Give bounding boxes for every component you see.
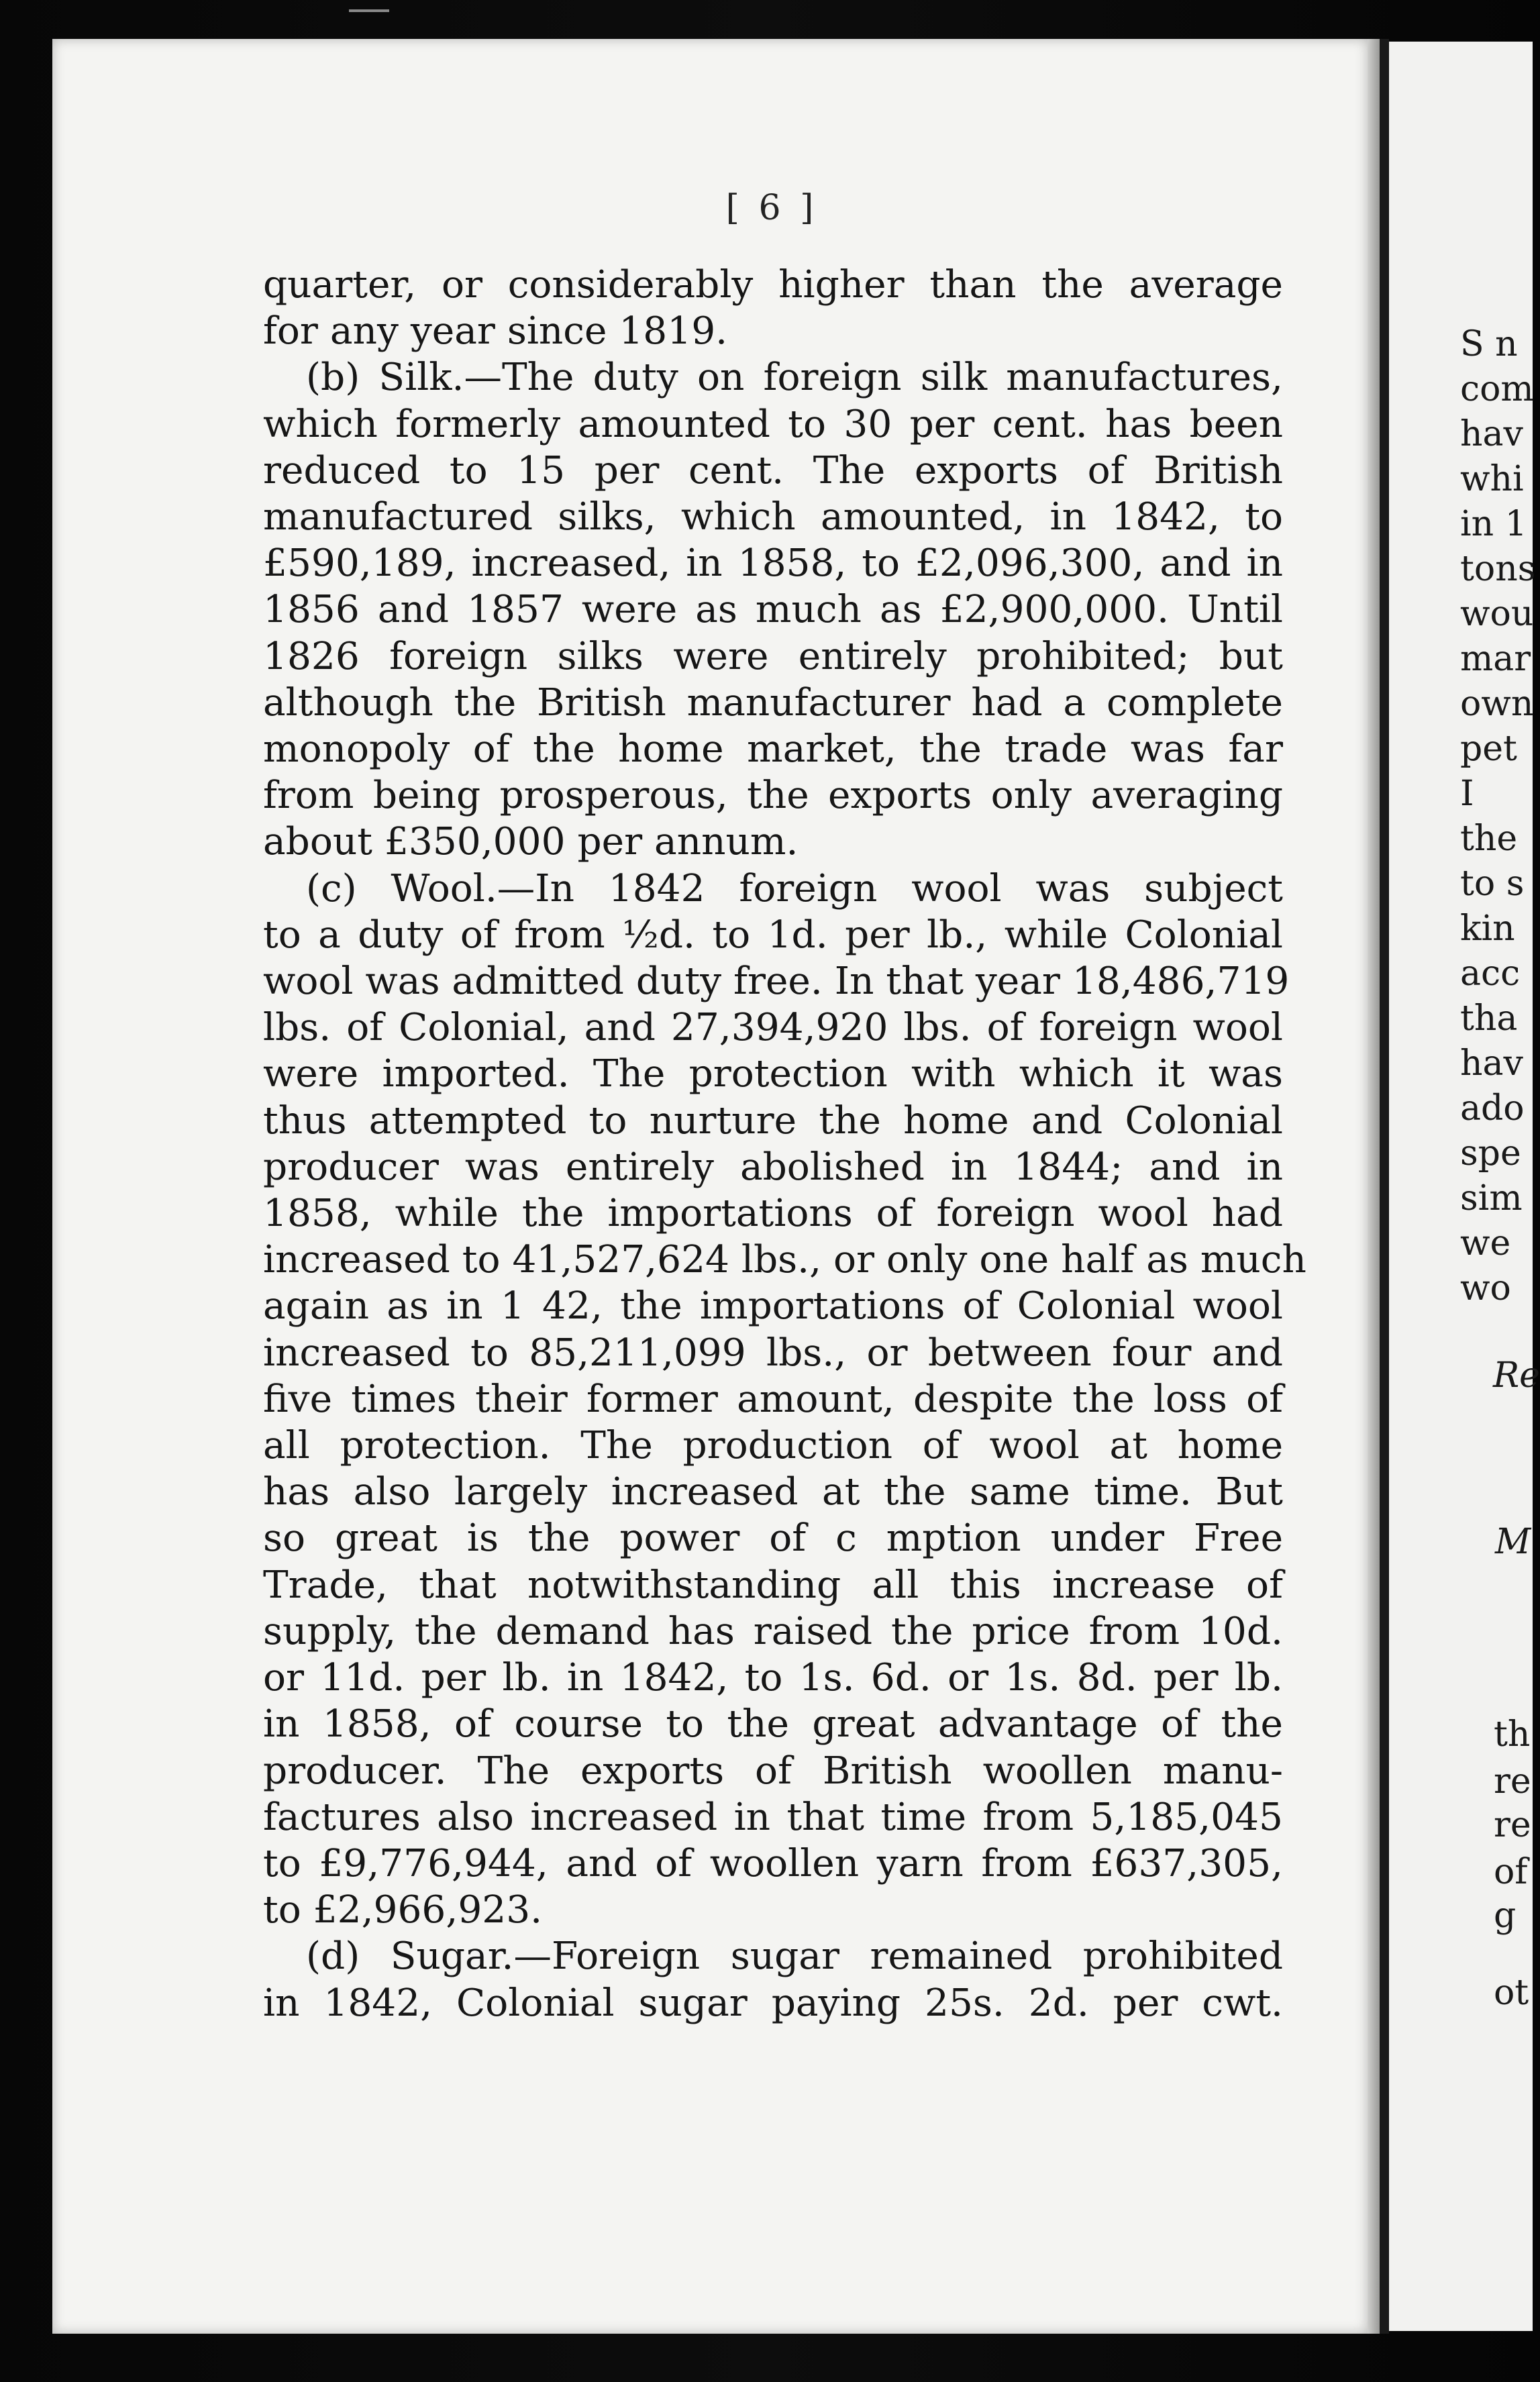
text-line: in 1858, of course to the great advantage of the <box>263 1702 1283 1747</box>
facing-line: in 1 <box>1460 504 1527 544</box>
text-line: in 1842, Colonial sugar paying 25s. 2d. per cwt. <box>263 1981 1283 2025</box>
text-line: for any year since 1819. <box>263 309 728 354</box>
text-line: monopoly of the home market, the trade was far <box>263 727 1283 772</box>
body-text <box>263 262 1306 2026</box>
facing-line: spe <box>1460 1133 1521 1174</box>
facing-line: whi <box>1460 459 1524 499</box>
facing-line: I <box>1460 774 1474 814</box>
text-line: to £9,776,944, and of woollen yarn from £637,305, <box>263 1841 1283 1885</box>
book-spine <box>1380 39 1389 2334</box>
facing-line: pet <box>1460 729 1517 769</box>
text-line: or 11d. per lb. in 1842, to 1s. 6d. or 1s. 8d. per lb. <box>263 1656 1283 1700</box>
text-line: from being prosperous, the exports only averaging <box>263 774 1283 818</box>
facing-line: tons <box>1460 549 1536 589</box>
text-line: to £2,966,923. <box>263 1888 543 1932</box>
text-line: all protection. The production of wool at home <box>263 1424 1283 1468</box>
facing-line: wou <box>1460 594 1534 634</box>
facing-line: hav <box>1460 414 1523 454</box>
text-line: (d) Sugar.—Foreign sugar remained prohibited <box>306 1934 1283 1979</box>
text-line: Trade, that notwithstanding all this increase of <box>263 1563 1283 1607</box>
text-line: to a duty of from ½d. to 1d. per lb., while Colonial <box>263 913 1283 957</box>
text-line: producer. The exports of British woollen manu- <box>263 1749 1283 1793</box>
scan-artifact <box>349 9 389 12</box>
facing-line: hav <box>1460 1043 1523 1084</box>
facing-line: ado <box>1460 1088 1525 1129</box>
text-line: increased to 41,527,624 lbs., or only one half as much <box>263 1238 1306 1282</box>
text-line: 1858, while the importations of foreign wool had <box>263 1192 1283 1236</box>
text-line: although the British manufacturer had a complete <box>263 680 1283 725</box>
text-line: quarter, or considerably higher than the average <box>263 263 1283 307</box>
text-line: (b) Silk.—The duty on foreign silk manufactures, <box>306 356 1283 400</box>
text-line: about £350,000 per annum. <box>263 820 799 864</box>
text-line: five times their former amount, despite the loss of <box>263 1377 1283 1421</box>
text-line: thus attempted to nurture the home and Colonial <box>263 1098 1283 1143</box>
facing-page-text <box>1460 322 1536 1311</box>
facing-italic-fragment: Re <box>1493 1355 1540 1396</box>
facing-line: the <box>1460 819 1518 859</box>
text-line: so great is the power of c mption under Free <box>263 1516 1283 1561</box>
text-line: again as in 1 42, the importations of Colonial wool <box>263 1284 1283 1329</box>
facing-line: we <box>1460 1223 1511 1263</box>
text-line: supply, the demand has raised the price from 10d. <box>263 1609 1283 1653</box>
facing-line: acc <box>1460 953 1521 994</box>
text-line: reduced to 15 per cent. The exports of British <box>263 448 1283 493</box>
text-line: increased to 85,211,099 lbs., or between four and <box>263 1331 1283 1375</box>
text-line: (c) Wool.—In 1842 foreign wool was subject <box>306 866 1283 911</box>
text-line: £590,189, increased, in 1858, to £2,096,300, and in <box>263 541 1283 586</box>
text-line: 1826 foreign silks were entirely prohibited; but <box>263 634 1283 678</box>
text-line: which formerly amounted to 30 per cent. has been <box>263 402 1283 446</box>
facing-line: mar <box>1460 639 1531 679</box>
facing-line: S n <box>1460 324 1518 364</box>
facing-line: tha <box>1460 998 1518 1039</box>
facing-lower-line: re <box>1494 1805 1531 1845</box>
facing-lower-line: th <box>1494 1714 1531 1755</box>
facing-line: kin <box>1460 909 1515 949</box>
text-line: wool was admitted duty free. In that year 18,486,719 <box>263 960 1290 1004</box>
facing-line: own <box>1460 684 1534 724</box>
facing-line: to s <box>1460 864 1525 904</box>
page-edge <box>1368 39 1380 2334</box>
facing-line: sim <box>1460 1178 1523 1219</box>
text-line: 1856 and 1857 were as much as £2,900,000. Until <box>263 588 1283 632</box>
text-line: factures also increased in that time from 5,185,045 <box>263 1795 1283 1839</box>
page-number: [ 6 ] <box>725 188 818 228</box>
text-line: has also largely increased at the same time. But <box>263 1470 1283 1514</box>
facing-line: com <box>1460 369 1534 409</box>
text-line: producer was entirely abolished in 1844; and in <box>263 1145 1283 1189</box>
facing-italic-fragment: M <box>1495 1522 1531 1562</box>
facing-lower-line: of <box>1494 1852 1528 1892</box>
facing-lower-line: ot <box>1494 1973 1529 2013</box>
text-line: were imported. The protection with which it was <box>263 1052 1283 1096</box>
text-line: lbs. of Colonial, and 27,394,920 lbs. of foreign wool <box>263 1006 1283 1050</box>
facing-lower-line: re <box>1494 1761 1531 1802</box>
facing-lower-line: g <box>1494 1896 1517 1936</box>
text-line: manufactured silks, which amounted, in 1842, to <box>263 495 1283 539</box>
facing-line: wo <box>1460 1268 1511 1308</box>
